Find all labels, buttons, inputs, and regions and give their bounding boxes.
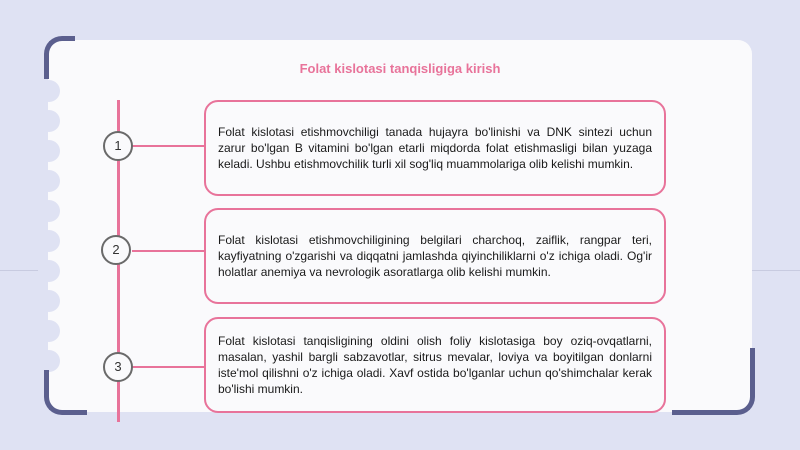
frame-corner-bottom-right: [672, 348, 755, 415]
step-number-badge: 3: [103, 352, 133, 382]
binder-hole: [38, 290, 60, 312]
step-card: [204, 100, 666, 196]
slide-title: Folat kislotasi tanqisligiga kirish: [299, 61, 501, 76]
step-text: Folat kislotasi etishmovchiligining belgilari charchoq, zaiflik, rangpar teri, kayfiyatning o'zgarishi va diqqatni jamlashda qiyinchiliklarni o'z ichiga oladi. Og'ir holatlar anemiya va nevrologik asoratlarga olib kelishi mumkin.: [218, 233, 652, 279]
binder-hole: [38, 200, 60, 222]
binder-hole: [38, 110, 60, 132]
binder-hole: [38, 230, 60, 252]
step-text: Folat kislotasi tanqisligining oldini olish foliy kislotasiga boy oziq-ovqatlarni, masalan, yashil bargli sabzavotlar, sitrus mevalar, loviya va boyitilgan donlarni iste'mol qilishni o'z ichiga oladi. Xavf ostida bo'lganlar uchun qo'shimchalar kerak bo'lishi mumkin.: [218, 334, 652, 396]
step-number-badge: 2: [101, 235, 131, 265]
timeline-connector: [132, 250, 204, 252]
timeline-connector: [132, 145, 204, 147]
binder-hole: [38, 260, 60, 282]
step-text: Folat kislotasi etishmovchiligi tanada hujayra bo'linishi va DNK sintezi uchun zarur bo'lgan B vitamini bo'lgan etarli miqdorda folat etishmasligi bilan yuzaga keladi. Ushbu etishmovchilik turli xil sog'liq muammolariga olib kelishi mumkin.: [218, 125, 652, 171]
frame-corner-bottom-left: [44, 370, 87, 415]
timeline-connector: [132, 366, 204, 368]
binder-hole: [38, 320, 60, 342]
step-number-badge: 1: [103, 131, 133, 161]
step-card: [204, 208, 666, 304]
binder-hole: [38, 350, 60, 372]
binder-hole: [38, 140, 60, 162]
binder-hole: [38, 80, 60, 102]
step-card: [204, 317, 666, 413]
binder-hole: [38, 170, 60, 192]
